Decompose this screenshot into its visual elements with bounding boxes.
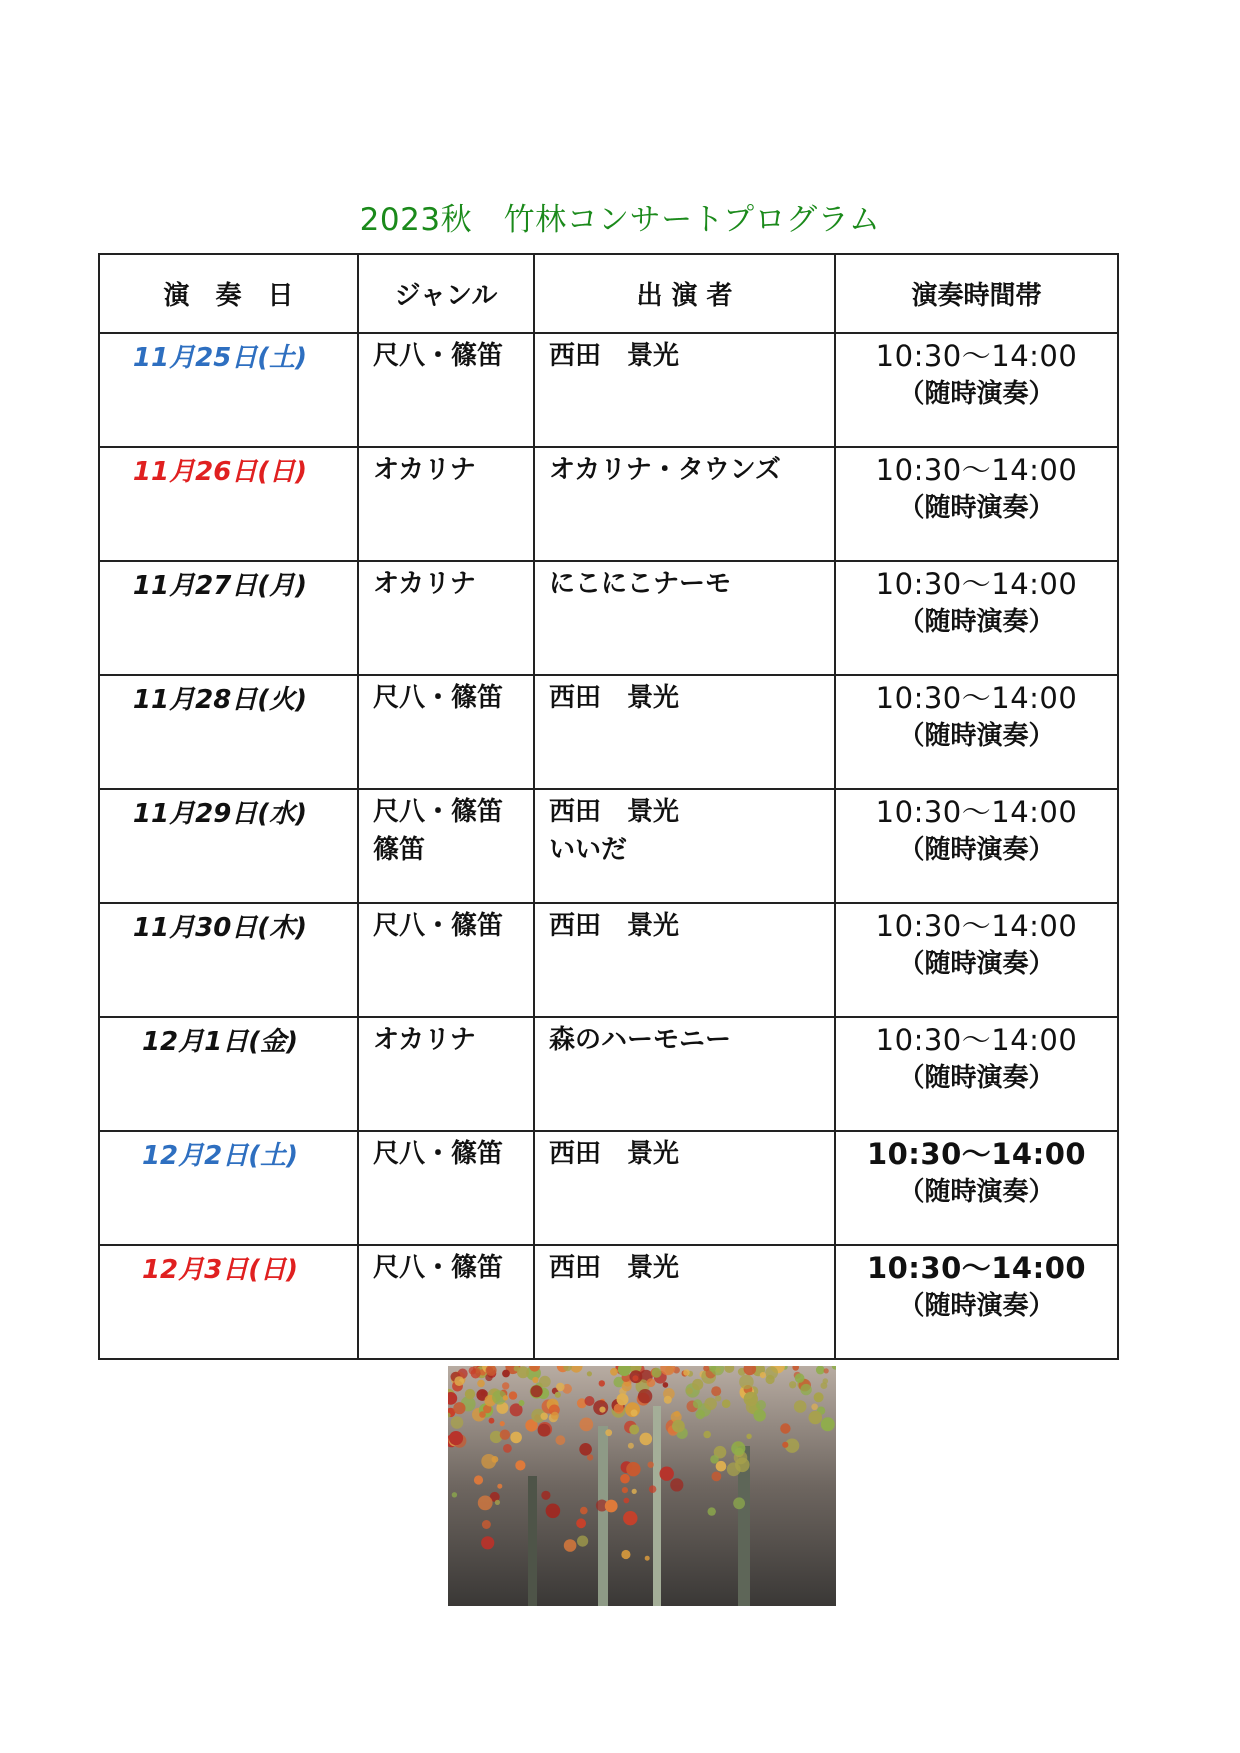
time-range: 10:30～14:00 <box>875 453 1078 487</box>
time-range: 10:30～14:00 <box>875 909 1078 943</box>
table-row <box>99 561 1118 675</box>
performer-cell <box>534 1017 835 1131</box>
concert-schedule-table <box>98 253 1119 1360</box>
performer-cell <box>534 333 835 447</box>
table-row <box>99 675 1118 789</box>
time-cell <box>835 903 1118 1017</box>
time-note: （随時演奏） <box>898 949 1055 979</box>
performer-text: 西田 景光 <box>549 797 680 827</box>
date-cell: 11月28日(火) <box>99 675 358 789</box>
performer-cell <box>534 561 835 675</box>
time-note: （随時演奏） <box>898 1063 1055 1093</box>
table-row <box>99 903 1118 1017</box>
genre-cell <box>358 447 534 561</box>
time-cell <box>835 561 1118 675</box>
page-title: 2023秋 竹林コンサートプログラム <box>359 202 881 238</box>
date-cell: 11月30日(木) <box>99 903 358 1017</box>
time-cell <box>835 333 1118 447</box>
time-note: （随時演奏） <box>898 721 1055 751</box>
date-cell: 12月1日(金) <box>99 1017 358 1131</box>
genre-text: オカリナ <box>373 569 476 599</box>
time-range: 10:30～14:00 <box>875 567 1078 601</box>
time-cell <box>835 447 1118 561</box>
header-genre: ジャンル <box>358 254 534 333</box>
table-row <box>99 1017 1118 1131</box>
performer-text: 森のハーモニー <box>549 1025 732 1055</box>
header-performer: 出 演 者 <box>534 254 835 333</box>
genre-text: 尺八・篠笛 <box>373 911 504 941</box>
genre-text: 尺八・篠笛 <box>373 341 504 371</box>
performer-text: 西田 景光 <box>549 341 680 371</box>
time-note: （随時演奏） <box>898 493 1055 523</box>
genre-cell <box>358 1017 534 1131</box>
date-cell: 11月27日(月) <box>99 561 358 675</box>
table-row <box>99 1131 1118 1245</box>
genre-cell <box>358 561 534 675</box>
date-cell: 11月29日(水) <box>99 789 358 903</box>
performer-text: 西田 景光 <box>549 1139 680 1169</box>
header-time: 演奏時間帯 <box>835 254 1118 333</box>
performer-cell <box>534 1131 835 1245</box>
autumn-maple-photo <box>448 1366 836 1606</box>
genre-text: 尺八・篠笛 <box>373 1139 504 1169</box>
performer-text: にこにこナーモ <box>549 569 732 599</box>
genre-cell <box>358 1131 534 1245</box>
genre-text: 尺八・篠笛 <box>373 683 504 713</box>
time-cell <box>835 1131 1118 1245</box>
table-row <box>99 789 1118 903</box>
performer-cell <box>534 789 835 903</box>
time-range: 10:30～14:00 <box>875 1023 1078 1057</box>
genre-text: 尺八・篠笛 <box>373 797 504 827</box>
time-range: 10:30～14:00 <box>875 795 1078 829</box>
table-row <box>99 447 1118 561</box>
time-cell <box>835 675 1118 789</box>
performer-text: 西田 景光 <box>549 911 680 941</box>
performer-cell <box>534 447 835 561</box>
time-note: （随時演奏） <box>898 1291 1055 1321</box>
genre-cell <box>358 1245 534 1359</box>
genre-cell <box>358 675 534 789</box>
performer-cell <box>534 1245 835 1359</box>
time-cell <box>835 789 1118 903</box>
time-range: 10:30～14:00 <box>875 339 1078 373</box>
date-cell: 12月3日(日) <box>99 1245 358 1359</box>
genre-text: 篠笛 <box>373 835 426 865</box>
time-range: 10:30～14:00 <box>875 681 1078 715</box>
time-note: （随時演奏） <box>898 835 1055 865</box>
time-range: 10:30～14:00 <box>866 1251 1087 1285</box>
performer-cell <box>534 675 835 789</box>
date-cell: 11月25日(土) <box>99 333 358 447</box>
performer-text: いいだ <box>549 835 628 865</box>
time-note: （随時演奏） <box>898 1177 1055 1207</box>
performer-text: 西田 景光 <box>549 683 680 713</box>
time-note: （随時演奏） <box>898 379 1055 409</box>
schedule-rows <box>99 333 1118 1359</box>
time-range: 10:30～14:00 <box>866 1137 1087 1171</box>
performer-text: 西田 景光 <box>549 1253 680 1283</box>
genre-text: 尺八・篠笛 <box>373 1253 504 1283</box>
genre-text: オカリナ <box>373 455 476 485</box>
date-cell: 12月2日(土) <box>99 1131 358 1245</box>
date-cell: 11月26日(日) <box>99 447 358 561</box>
time-cell <box>835 1245 1118 1359</box>
genre-cell <box>358 333 534 447</box>
table-header-row <box>99 254 1118 333</box>
genre-cell <box>358 903 534 1017</box>
genre-text: オカリナ <box>373 1025 476 1055</box>
table-row <box>99 333 1118 447</box>
time-cell <box>835 1017 1118 1131</box>
performer-cell <box>534 903 835 1017</box>
performer-text: オカリナ・タウンズ <box>549 455 781 485</box>
genre-cell <box>358 789 534 903</box>
header-date: 演 奏 日 <box>99 254 358 333</box>
table-row <box>99 1245 1118 1359</box>
time-note: （随時演奏） <box>898 607 1055 637</box>
